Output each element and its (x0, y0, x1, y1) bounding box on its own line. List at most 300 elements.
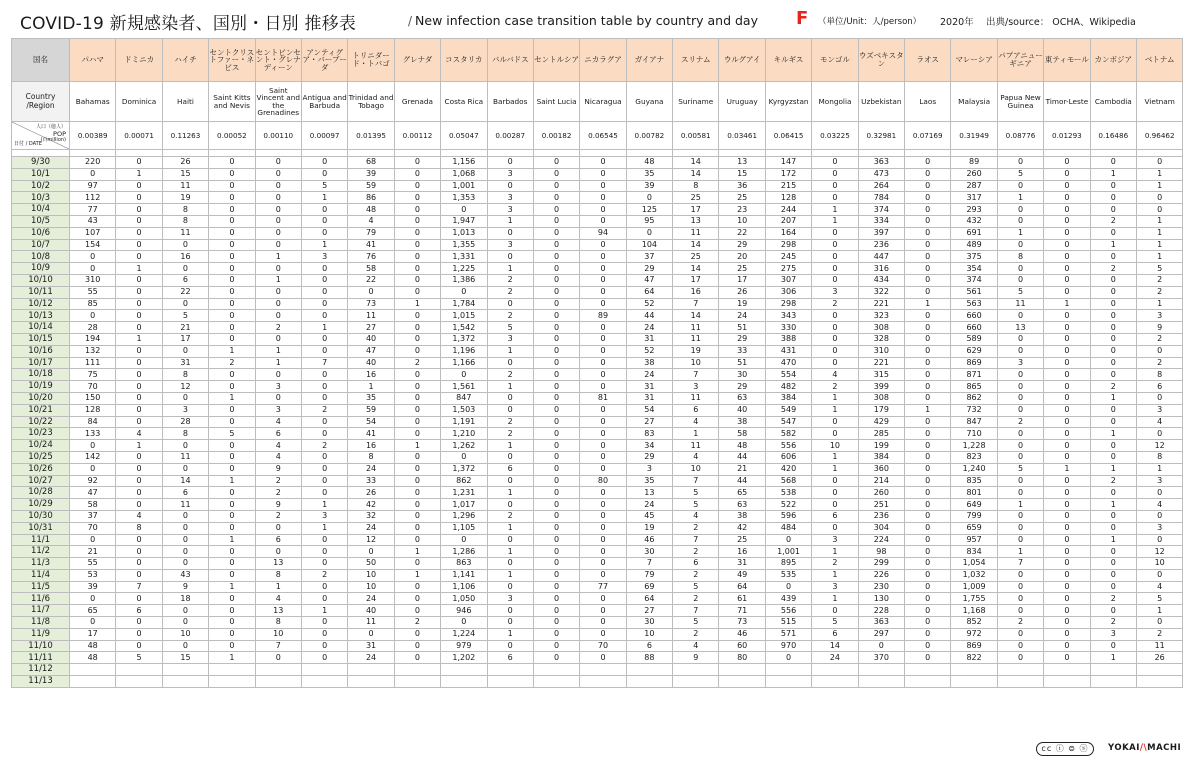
date-cell: 10/16 (12, 345, 70, 357)
table-row (12, 298, 1183, 310)
case-count-cell: 1 (255, 274, 301, 286)
case-count-cell: 0 (162, 605, 208, 617)
case-count-cell: 4 (116, 510, 162, 522)
table-row (12, 333, 1183, 345)
case-count-cell: 330 (765, 322, 811, 334)
case-count-cell: 0 (1044, 569, 1090, 581)
case-count-cell: 0 (905, 286, 951, 298)
case-count-cell: 1,561 (441, 381, 487, 393)
case-count-cell: 0 (533, 215, 579, 227)
case-count-cell: 0 (1044, 392, 1090, 404)
case-count-cell: 0 (580, 628, 626, 640)
case-count-cell: 0 (905, 251, 951, 263)
case-count-cell: 4 (673, 510, 719, 522)
case-count-cell: 0 (301, 475, 347, 487)
case-count-cell: 3 (487, 333, 533, 345)
case-count-cell: 0 (301, 298, 347, 310)
case-count-cell: 0 (997, 404, 1043, 416)
date-cell: 11/11 (12, 652, 70, 664)
case-count-cell: 0 (580, 558, 626, 570)
case-count-cell: 0 (487, 558, 533, 570)
country-population: 0.08776 (997, 122, 1043, 150)
case-count-cell: 29 (719, 381, 765, 393)
case-count-cell: 4 (1136, 581, 1182, 593)
case-count-cell: 39 (626, 180, 672, 192)
case-count-cell: 835 (951, 475, 997, 487)
case-count-cell: 31 (626, 392, 672, 404)
case-count-cell: 27 (626, 416, 672, 428)
date-cell: 10/6 (12, 227, 70, 239)
case-count-cell: 2 (1090, 617, 1136, 629)
case-count-cell: 0 (162, 510, 208, 522)
case-count-cell: 0 (1090, 640, 1136, 652)
date-cell: 11/6 (12, 593, 70, 605)
case-count-cell: 3 (997, 357, 1043, 369)
case-count-cell: 484 (765, 522, 811, 534)
case-count-cell: 89 (580, 310, 626, 322)
case-count-cell: 1 (209, 652, 255, 664)
case-count-cell: 1 (1136, 605, 1182, 617)
case-count-cell: 38 (626, 357, 672, 369)
case-count-cell: 563 (951, 298, 997, 310)
case-count-cell: 0 (580, 522, 626, 534)
spacer-cell (70, 150, 116, 157)
case-count-cell: 0 (997, 451, 1043, 463)
date-cell: 10/17 (12, 357, 70, 369)
country-name-ja: グレナダ (394, 39, 440, 82)
case-count-cell: 48 (348, 204, 394, 216)
country-name-en: Kyrgyzstan (765, 82, 811, 122)
case-count-cell: 0 (116, 628, 162, 640)
case-count-cell: 49 (719, 569, 765, 581)
case-count-cell: 12 (1136, 546, 1182, 558)
case-count-cell: 23 (719, 204, 765, 216)
date-cell: 10/31 (12, 522, 70, 534)
case-count-cell: 0 (1090, 227, 1136, 239)
date-cell: 11/8 (12, 617, 70, 629)
case-count-cell: 1,542 (441, 322, 487, 334)
case-count-cell: 0 (580, 357, 626, 369)
case-count-cell: 0 (1136, 534, 1182, 546)
case-count-cell: 2 (255, 487, 301, 499)
case-count-cell (441, 676, 487, 688)
case-count-cell: 0 (394, 593, 440, 605)
case-count-cell: 0 (533, 428, 579, 440)
case-count-cell: 865 (951, 381, 997, 393)
case-count-cell: 236 (858, 510, 904, 522)
case-count-cell: 40 (348, 333, 394, 345)
case-count-cell: 6 (487, 652, 533, 664)
case-count-cell: 0 (1090, 404, 1136, 416)
case-count-cell: 0 (209, 593, 255, 605)
case-count-cell: 132 (70, 345, 116, 357)
table-row (12, 628, 1183, 640)
case-count-cell: 660 (951, 322, 997, 334)
case-count-cell: 0 (812, 487, 858, 499)
case-count-cell: 40 (719, 404, 765, 416)
case-count-cell: 4 (255, 451, 301, 463)
date-cell: 11/1 (12, 534, 70, 546)
case-count-cell: 1 (487, 381, 533, 393)
case-count-cell: 0 (812, 263, 858, 275)
case-count-cell: 1 (1044, 298, 1090, 310)
case-count-cell: 2 (812, 298, 858, 310)
page-title-en-text: New infection case transition table by country and day (415, 13, 758, 28)
case-count-cell: 0 (1044, 652, 1090, 664)
case-count-cell: 0 (1044, 333, 1090, 345)
case-count-cell (255, 676, 301, 688)
case-count-cell: 14 (673, 168, 719, 180)
case-count-cell: 0 (858, 640, 904, 652)
case-count-cell: 0 (394, 180, 440, 192)
case-count-cell: 308 (858, 392, 904, 404)
case-count-cell: 0 (1090, 180, 1136, 192)
case-count-cell: 1,141 (441, 569, 487, 581)
case-count-cell: 538 (765, 487, 811, 499)
case-count-cell: 3 (812, 286, 858, 298)
case-count-cell: 1 (812, 392, 858, 404)
case-count-cell: 1 (209, 581, 255, 593)
case-count-cell: 547 (765, 416, 811, 428)
country-population: 0.11263 (162, 122, 208, 150)
case-count-cell: 64 (719, 581, 765, 593)
case-count-cell: 310 (858, 345, 904, 357)
case-count-cell: 0 (580, 428, 626, 440)
corner-ja: 国名 (12, 39, 70, 82)
case-count-cell: 0 (209, 274, 255, 286)
case-count-cell: 244 (765, 204, 811, 216)
case-count-cell: 0 (905, 204, 951, 216)
spacer-cell (580, 150, 626, 157)
case-count-cell: 95 (626, 215, 672, 227)
date-cell: 10/2 (12, 180, 70, 192)
case-count-cell: 0 (1090, 333, 1136, 345)
case-count-cell: 59 (348, 404, 394, 416)
case-count-cell: 0 (533, 310, 579, 322)
case-count-cell: 0 (997, 652, 1043, 664)
case-count-cell: 0 (255, 522, 301, 534)
case-count-cell (487, 664, 533, 676)
case-count-cell: 1 (116, 440, 162, 452)
case-count-cell: 0 (533, 522, 579, 534)
date-cell: 11/10 (12, 640, 70, 652)
case-count-cell: 972 (951, 628, 997, 640)
case-count-cell: 0 (116, 463, 162, 475)
case-count-cell: 0 (487, 404, 533, 416)
case-count-cell: 0 (209, 157, 255, 169)
case-count-cell: 11 (673, 227, 719, 239)
date-cell: 10/23 (12, 428, 70, 440)
case-count-cell: 1 (905, 298, 951, 310)
case-count-cell: 0 (997, 204, 1043, 216)
country-name-en: Saint Kitts and Nevis (209, 82, 255, 122)
case-count-cell: 0 (301, 534, 347, 546)
case-count-cell: 8 (255, 569, 301, 581)
case-count-cell: 0 (812, 499, 858, 511)
case-count-cell: 0 (905, 487, 951, 499)
case-count-cell: 28 (162, 416, 208, 428)
case-count-cell: 0 (997, 369, 1043, 381)
case-count-cell: 43 (162, 569, 208, 581)
case-count-cell: 0 (533, 286, 579, 298)
case-count-cell: 0 (394, 416, 440, 428)
spacer-cell (301, 150, 347, 157)
case-count-cell: 0 (905, 581, 951, 593)
case-count-cell: 0 (116, 404, 162, 416)
case-count-cell: 3 (626, 463, 672, 475)
case-count-cell: 0 (580, 180, 626, 192)
case-count-cell: 0 (209, 381, 255, 393)
case-count-cell: 2 (1090, 593, 1136, 605)
case-count-cell: 0 (394, 558, 440, 570)
case-count-cell (301, 664, 347, 676)
case-count-cell: 70 (580, 640, 626, 652)
case-count-cell: 0 (394, 510, 440, 522)
case-count-cell: 0 (209, 263, 255, 275)
case-count-cell: 0 (487, 298, 533, 310)
case-count-cell (626, 664, 672, 676)
case-count-cell: 0 (301, 416, 347, 428)
table-row (12, 534, 1183, 546)
case-count-cell: 10 (673, 463, 719, 475)
case-count-cell: 0 (1136, 204, 1182, 216)
case-count-cell: 24 (348, 652, 394, 664)
case-count-cell: 847 (951, 416, 997, 428)
table-row (12, 569, 1183, 581)
case-count-cell: 0 (905, 345, 951, 357)
case-count-cell: 55 (70, 286, 116, 298)
case-count-cell: 5 (1136, 593, 1182, 605)
case-count-cell: 0 (905, 357, 951, 369)
case-count-cell: 84 (70, 416, 116, 428)
case-count-cell: 0 (162, 440, 208, 452)
page-title-ja: COVID-19 新規感染者、国別・日別 推移表 (20, 14, 357, 34)
case-count-cell: 11 (348, 617, 394, 629)
case-count-cell: 0 (162, 617, 208, 629)
sheet-letter: F (796, 8, 809, 29)
case-count-cell: 0 (905, 180, 951, 192)
case-count-cell: 0 (580, 204, 626, 216)
corner-en: Country /Region (12, 82, 70, 122)
case-count-cell: 0 (301, 310, 347, 322)
case-count-cell: 58 (70, 499, 116, 511)
case-count-cell: 0 (580, 192, 626, 204)
case-count-cell: 0 (209, 180, 255, 192)
case-count-cell: 0 (1090, 286, 1136, 298)
case-count-cell: 3 (487, 593, 533, 605)
case-count-cell: 308 (858, 322, 904, 334)
case-count-cell: 1 (1090, 534, 1136, 546)
case-count-cell: 221 (858, 357, 904, 369)
case-count-cell: 6 (1136, 381, 1182, 393)
case-count-cell: 80 (719, 652, 765, 664)
case-count-cell: 0 (533, 381, 579, 393)
country-population: 0.00110 (255, 122, 301, 150)
case-count-cell: 0 (1136, 487, 1182, 499)
country-population: 0.96462 (1136, 122, 1182, 150)
case-count-cell: 1,106 (441, 581, 487, 593)
case-count-cell: 0 (1136, 192, 1182, 204)
country-name-ja: ウルグアイ (719, 39, 765, 82)
table-row (12, 440, 1183, 452)
case-count-cell: 0 (441, 286, 487, 298)
case-count-cell: 0 (533, 475, 579, 487)
country-name-ja: パプアニューギニア (997, 39, 1043, 82)
case-count-cell: 58 (719, 428, 765, 440)
case-count-cell: 1 (1090, 428, 1136, 440)
case-count-cell: 0 (905, 463, 951, 475)
case-count-cell: 0 (905, 392, 951, 404)
case-count-cell (951, 664, 997, 676)
unit-label: （単位/Unit：人/person） (818, 17, 922, 27)
case-count-cell: 0 (812, 180, 858, 192)
title-separator: / (408, 14, 413, 28)
case-count-cell: 2 (255, 322, 301, 334)
table-row (12, 286, 1183, 298)
table-row (12, 239, 1183, 251)
case-count-cell: 1 (255, 357, 301, 369)
country-name-en: Guyana (626, 82, 672, 122)
case-count-cell: 0 (301, 593, 347, 605)
corner-pop-en: POP (53, 129, 66, 138)
case-count-cell: 226 (858, 569, 904, 581)
case-count-cell: 0 (162, 463, 208, 475)
case-count-cell: 0 (580, 286, 626, 298)
case-count-cell: 1,009 (951, 581, 997, 593)
case-count-cell: 26 (1136, 652, 1182, 664)
case-count-cell: 55 (70, 558, 116, 570)
case-count-cell: 1,947 (441, 215, 487, 227)
case-count-cell: 0 (1090, 322, 1136, 334)
case-count-cell: 0 (905, 628, 951, 640)
case-count-cell: 823 (951, 451, 997, 463)
case-count-cell: 0 (905, 534, 951, 546)
date-cell: 10/5 (12, 215, 70, 227)
case-count-cell: 8 (162, 369, 208, 381)
case-count-cell: 0 (1044, 510, 1090, 522)
case-count-cell: 0 (348, 286, 394, 298)
case-count-cell: 1 (487, 628, 533, 640)
case-count-cell: 317 (951, 192, 997, 204)
brand-logo (1108, 743, 1181, 753)
case-count-cell: 2 (1090, 215, 1136, 227)
case-count-cell: 2 (1136, 274, 1182, 286)
case-count-cell: 50 (348, 558, 394, 570)
case-count-cell: 8 (255, 617, 301, 629)
case-count-cell: 2 (673, 546, 719, 558)
case-count-cell: 19 (162, 192, 208, 204)
case-count-cell: 0 (1044, 239, 1090, 251)
case-count-cell: 0 (394, 581, 440, 593)
case-count-cell: 0 (209, 416, 255, 428)
case-count-cell: 0 (905, 510, 951, 522)
country-name-en: Laos (905, 82, 951, 122)
case-count-cell: 0 (1044, 204, 1090, 216)
case-count-cell: 1,503 (441, 404, 487, 416)
case-count-cell: 0 (209, 451, 255, 463)
case-count-cell: 2 (209, 357, 255, 369)
country-name-ja: バルバドス (487, 39, 533, 82)
case-count-cell: 0 (1090, 369, 1136, 381)
case-count-cell: 0 (1044, 263, 1090, 275)
case-count-cell: 0 (394, 428, 440, 440)
country-name-en: Uzbekistan (858, 82, 904, 122)
date-cell: 10/25 (12, 451, 70, 463)
case-count-cell: 429 (858, 416, 904, 428)
case-count-cell: 38 (719, 416, 765, 428)
case-count-cell: 732 (951, 404, 997, 416)
case-count-cell: 0 (116, 239, 162, 251)
case-count-cell: 22 (162, 286, 208, 298)
case-count-cell: 0 (487, 227, 533, 239)
case-count-cell: 94 (580, 227, 626, 239)
case-count-cell: 0 (812, 157, 858, 169)
case-count-cell: 3 (487, 168, 533, 180)
case-count-cell: 847 (441, 392, 487, 404)
case-count-cell: 0 (116, 180, 162, 192)
case-count-cell: 0 (394, 487, 440, 499)
case-count-cell: 0 (394, 404, 440, 416)
country-name-ja: ドミニカ (116, 39, 162, 82)
case-count-cell: 0 (533, 510, 579, 522)
case-count-cell: 0 (1136, 510, 1182, 522)
case-count-cell: 17 (673, 204, 719, 216)
case-count-cell: 0 (162, 239, 208, 251)
case-count-cell: 1 (487, 546, 533, 558)
case-count-cell: 19 (719, 298, 765, 310)
spacer-cell (441, 150, 487, 157)
case-count-cell: 2 (812, 558, 858, 570)
case-count-cell: 515 (765, 617, 811, 629)
source-label: 出典/source： OCHA、Wikipedia (986, 17, 1136, 28)
case-count-cell: 0 (997, 522, 1043, 534)
case-count-cell: 230 (858, 581, 904, 593)
case-count-cell: 4 (116, 428, 162, 440)
case-count-cell: 0 (533, 333, 579, 345)
case-count-cell: 0 (209, 617, 255, 629)
case-count-cell: 11 (162, 451, 208, 463)
case-count-cell: 522 (765, 499, 811, 511)
case-count-cell: 220 (70, 157, 116, 169)
case-count-cell (997, 664, 1043, 676)
case-count-cell: 2 (673, 628, 719, 640)
case-count-cell: 304 (858, 522, 904, 534)
country-population: 0.01293 (1044, 122, 1090, 150)
country-name-en: Costa Rica (441, 82, 487, 122)
case-count-cell: 11 (997, 298, 1043, 310)
date-cell: 11/5 (12, 581, 70, 593)
case-count-cell: 0 (116, 251, 162, 263)
case-count-cell: 3 (301, 510, 347, 522)
case-count-cell: 0 (394, 333, 440, 345)
case-count-cell: 16 (673, 286, 719, 298)
case-count-cell: 1 (1136, 168, 1182, 180)
case-count-cell: 79 (348, 227, 394, 239)
case-count-cell: 871 (951, 369, 997, 381)
case-count-cell: 17 (162, 333, 208, 345)
case-count-cell: 0 (209, 286, 255, 298)
case-count-cell: 0 (1090, 251, 1136, 263)
case-count-cell: 19 (626, 522, 672, 534)
case-count-cell: 2 (1136, 286, 1182, 298)
case-count-cell: 48 (719, 440, 765, 452)
case-count-cell: 22 (348, 274, 394, 286)
table-row (12, 428, 1183, 440)
case-count-cell (905, 664, 951, 676)
case-count-cell: 0 (997, 180, 1043, 192)
case-count-cell: 799 (951, 510, 997, 522)
case-count-cell: 6 (812, 510, 858, 522)
